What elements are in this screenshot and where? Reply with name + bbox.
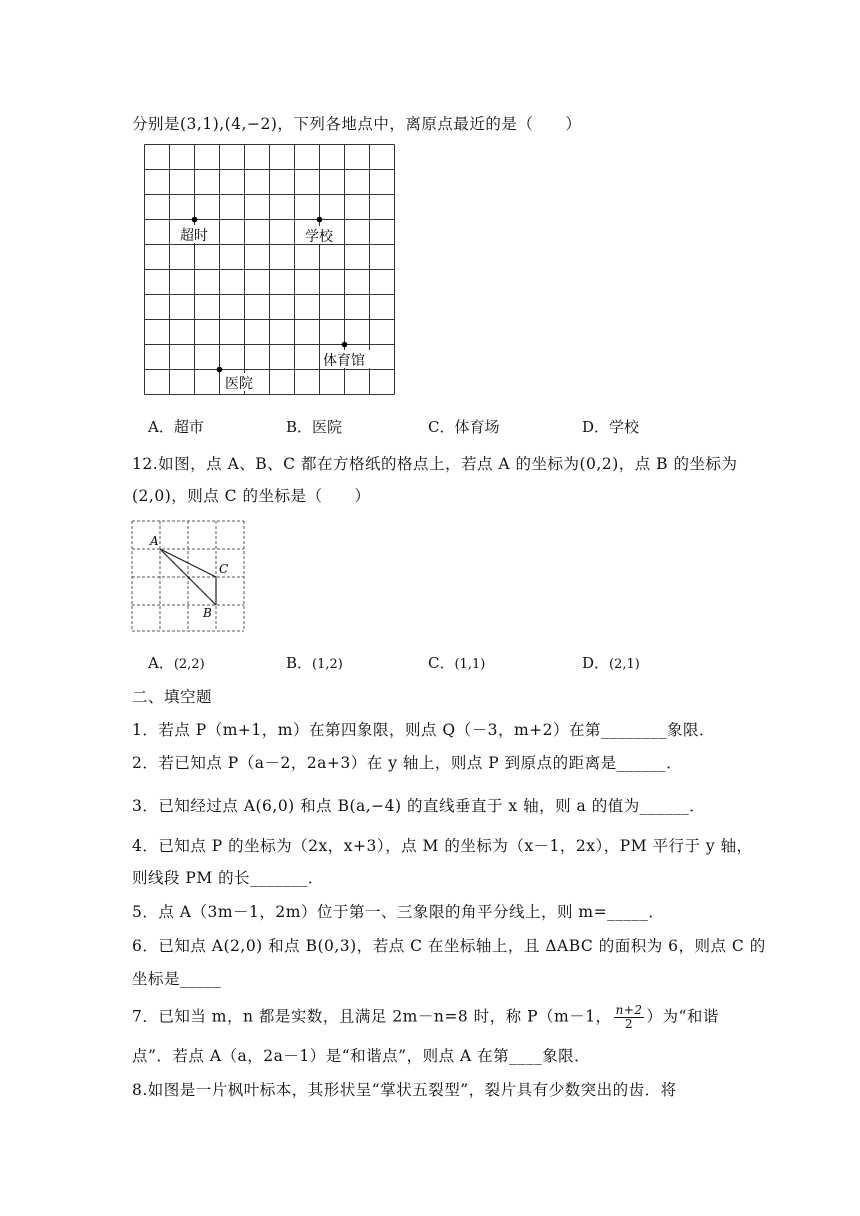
point-a-label: A (150, 534, 159, 548)
q11-option-a: A．超市 (148, 418, 204, 436)
gym-label: 体育馆 (323, 353, 365, 369)
fill-q7-line1: 7．已知当 m，n 都是实数，且满足 2m－n=8 时，称 P（m－1， $\frac{n+2}{2}$ ）为“和谐 (132, 1003, 719, 1031)
fill-q7-line2: 点”．若点 A（a，2a－1）是“和谐点”，则点 A 在第____象限． (132, 1047, 591, 1065)
fill-q3: 3．已知经过点 A(6,0) 和点 B(a,−4) 的直线垂直于 x 轴，则 a 的值为______． (132, 797, 706, 815)
market-label: 超时 (180, 228, 208, 244)
q12-figure (131, 518, 247, 634)
point-c-label: C (219, 562, 229, 576)
fill-q5: 5．点 A（3m－1，2m）位于第一、三象限的角平分线上，则 m=_____． (132, 903, 665, 921)
school-label: 学校 (305, 229, 333, 245)
gym-point (342, 342, 348, 348)
q11-option-b: B．医院 (286, 418, 343, 436)
q12-option-c: C．(1,1) (428, 654, 486, 672)
hospital-point (217, 367, 223, 373)
q7-fraction: $\frac{n+2}{2}$ (615, 1003, 643, 1031)
point-b-label: B (203, 606, 212, 620)
market-point (192, 217, 198, 223)
q12-option-a: A．(2,2) (148, 654, 205, 672)
q12-option-b: B．(1,2) (286, 654, 343, 672)
fill-q2: 2．若已知点 P（a－2，2a+3）在 y 轴上，则点 P 到原点的距离是______． (132, 754, 683, 772)
q12-option-d: D．(2,1) (582, 654, 640, 672)
hospital-label: 医院 (225, 376, 253, 392)
fill-q6-line2: 坐标是_____ (132, 970, 222, 988)
q11-option-c: C．体育场 (428, 418, 500, 436)
q11-map-grid (144, 144, 396, 396)
fill-q1: 1．若点 P（m+1，m）在第四象限，则点 Q（－3，m+2）在第________象限． (132, 721, 716, 739)
fill-q6-line1: 6．已知点 A(2,0) 和点 B(0,3)，若点 C 在坐标轴上，且 ΔABC 的面积为 6，则点 C 的 (132, 937, 766, 955)
section-heading: 二、填空题 (132, 688, 213, 706)
fill-q4-line1: 4．已知点 P 的坐标为（2x，x+3），点 M 的坐标为（x－1，2x），PM 平行于 y 轴， (132, 837, 753, 855)
q11-option-d: D．学校 (582, 418, 640, 436)
q12-stem-line2: (2,0)，则点 C 的坐标是（ ） (132, 487, 371, 505)
school-point (317, 217, 323, 223)
fill-q8: 8.如图是一片枫叶标本，其形状呈“掌状五裂型”，裂片具有少数突出的齿．将 (132, 1081, 677, 1099)
q12-stem-line1: 12.如图，点 A、B、C 都在方格纸的格点上，若点 A 的坐标为(0,2)，点 B 的坐标为 (132, 455, 738, 473)
q11-stem: 分别是(3,1),(4,−2)，下列各地点中，离原点最近的是（ ） (132, 115, 582, 133)
fill-q4-line2: 则线段 PM 的长_______． (132, 869, 324, 887)
